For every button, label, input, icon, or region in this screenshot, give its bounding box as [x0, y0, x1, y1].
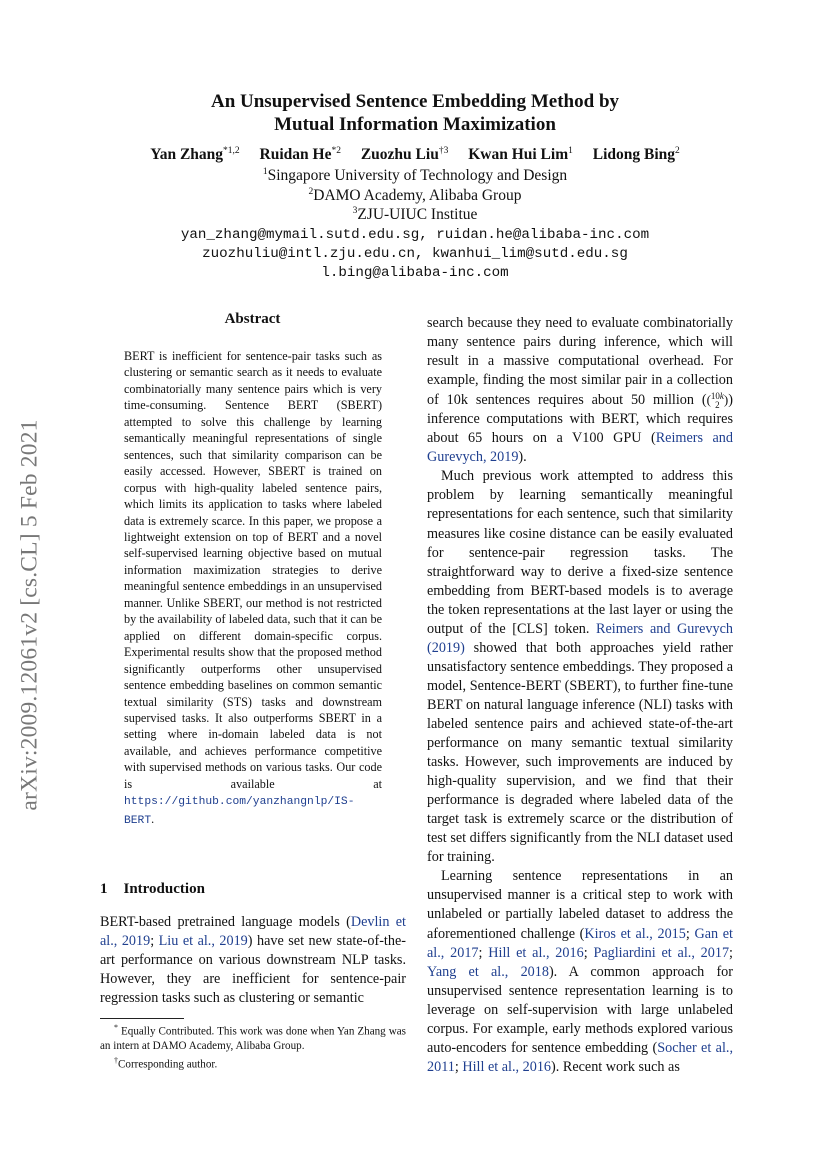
body-paragraph: Learning sentence representations in an unsupervised manner is a critical step to work with unlabeled or partially labeled dataset to address the aforementioned challenge (Kiros et al., 2015; Gan et al., 2017; Hill et al., 2016; Pagliardini et al., 2017; Yang et al., 2018). A common approach for unsupervised sentence representation learning is to leverage on self-supervision with large unlabeled corpus. For example, early methods explored various auto-encoders for sentence embedding (Socher et al., 2011; Hill et al., 2016). Recent work such as: [427, 868, 734, 1075]
code-link[interactable]: https://github.com/yanzhangnlp/IS-BERT: [124, 796, 355, 827]
affiliation: $^2$DAMO Academy, Alibaba Group: [308, 187, 522, 205]
author: Ruidan He$^{*2}$: [259, 146, 341, 164]
section-heading: 1 Introduction: [100, 881, 205, 897]
body-paragraph: Much previous work attempted to address this problem by learning semantically meaningful representations for each sentence, such that similarity measures like cosine distance can be easily evaluated for sentence-pair regression tasks. The straightforward way to derive a fixed-size sentence embedding from BERT-based models is to average the token representations at the last layer or using the output of the [CLS] token. Reimers and Gurevych (2019) showed that both approaches yield rather unsatisfactory sentence embeddings. They proposed a model, Sentence-BERT (SBERT), to further fine-tune BERT on natural language inference (NLI) tasks with labeled sentence pairs and achieved state-of-the-art performance on many semantic textual similarity tasks. However, such improvements are induced by high-quality supervision, and we find that their performance is degraded where labeled data of the target task is extremely scarce or the distribution of test set differs significantly from the NLI dataset used for training.: [427, 468, 733, 866]
citation-link[interactable]: Yang et al., 2018: [427, 963, 549, 980]
email-line: zuozhuliu@intl.zju.edu.cn, kwanhui_lim@sutd.edu.sg: [202, 246, 628, 262]
author: Zuozhu Liu$^{\dagger 3}$: [360, 146, 449, 164]
body-paragraph: search because they need to evaluate combinatorially many sentence pairs during inference, which will result in a massive computational overhead. For example, finding the most similar pair in a collection of 10k sentences requires about 50 million (( 10k 2 )) inference computations with BERT, which requires about 65 hours on a V100 GPU (Reimers and Gurevych, 2019).: [427, 315, 733, 466]
title-line-2: Mutual Information Maximization: [274, 114, 556, 135]
footnote: †Corresponding author.: [114, 1055, 218, 1071]
citation-link[interactable]: Liu et al., 2019: [158, 933, 248, 950]
title-line-1: An Unsupervised Sentence Embedding Method by: [210, 91, 620, 112]
author: Yan Zhang$^{*1,2}$: [150, 146, 240, 164]
citation-link[interactable]: Gan et al., 2017: [427, 925, 733, 961]
citation-link[interactable]: Kiros et al., 2015: [584, 925, 686, 942]
abstract-body: BERT is inefficient for sentence-pair tasks such as clustering or semantic search as it needs to evaluate combinatorially many sentence pairs which is very time-consuming. Sentence BERT (SBERT) attempted to solve this challenge by learning semantically meaningful representations of single sentences, such that similarity comparison can be easily accessed. However, SBERT is trained on corpus with high-quality labeled sentence pairs, which limits its application to tasks where labeled data is extremely scarce. In this paper, we propose a lightweight extension on top of BERT and a novel self-supervised learning objective based on mutual information maximization strategies to derive meaningful sentence embeddings in an unsupervised manner. Unlike SBERT, our method is not restricted by the availability of labeled data, such that it can be applied on different domain-specific corpus. Experimental results show that the proposed method significantly outperforms other unsupervised sentence embedding baselines on common semantic textual similarity (STS) tasks and downstream supervised tasks. It also outperforms SBERT in a setting where in-domain labeled data is not available, and achieves performance competitive with supervised methods on various tasks. Our code is available at https://github.com/yanzhangnlp/IS-BERT.: [124, 349, 382, 827]
citation-link[interactable]: Devlin et al., 2019: [100, 914, 406, 950]
footnotes: [100, 1021, 406, 1072]
author: Lidong Bing$^2$: [592, 146, 680, 164]
citation-link[interactable]: Hill et al., 2016: [488, 944, 584, 961]
citation-link[interactable]: Hill et al., 2016: [462, 1058, 552, 1075]
author-list: [100, 146, 730, 164]
binomial-expression: ( 10k 2 ): [706, 391, 729, 411]
email-line: yan_zhang@mymail.sutd.edu.sg, ruidan.he@alibaba-inc.com: [180, 227, 650, 243]
author: Kwan Hui Lim$^1$: [468, 146, 573, 164]
footnote-rule: [100, 1018, 184, 1019]
citation-link[interactable]: Reimers and Gurevych (2019): [427, 620, 733, 656]
citation-link[interactable]: Reimers and Gurevych, 2019: [427, 430, 733, 466]
citation-link[interactable]: Socher et al., 2011: [427, 1039, 734, 1075]
citation-link[interactable]: Pagliardini et al., 2017: [593, 944, 730, 961]
arxiv-identifier: [18, 380, 42, 850]
affiliation: $^3$ZJU-UIUC Institue: [352, 206, 478, 224]
intro-paragraph: BERT-based pretrained language models (Devlin et al., 2019; Liu et al., 2019) have set new state-of-the-art performance on various downstream NLP tasks. However, they are inefficient for sentence-pair regression tasks such as clustering or semantic: [100, 914, 406, 1007]
abstract-heading: Abstract: [224, 311, 281, 327]
email-line: l.bing@alibaba-inc.com: [321, 265, 509, 281]
right-column: [427, 314, 733, 1077]
paper-title: [100, 90, 730, 136]
footnote: * Equally Contributed. This work was done when Yan Zhang was an intern at DAMO Academy, Alibaba Group.: [100, 1023, 406, 1053]
arxiv-id-text: arXiv:2009.12061v2 [cs.CL] 5 Feb 2021: [16, 419, 43, 811]
affiliation: $^1$Singapore University of Technology and Design: [262, 167, 568, 185]
